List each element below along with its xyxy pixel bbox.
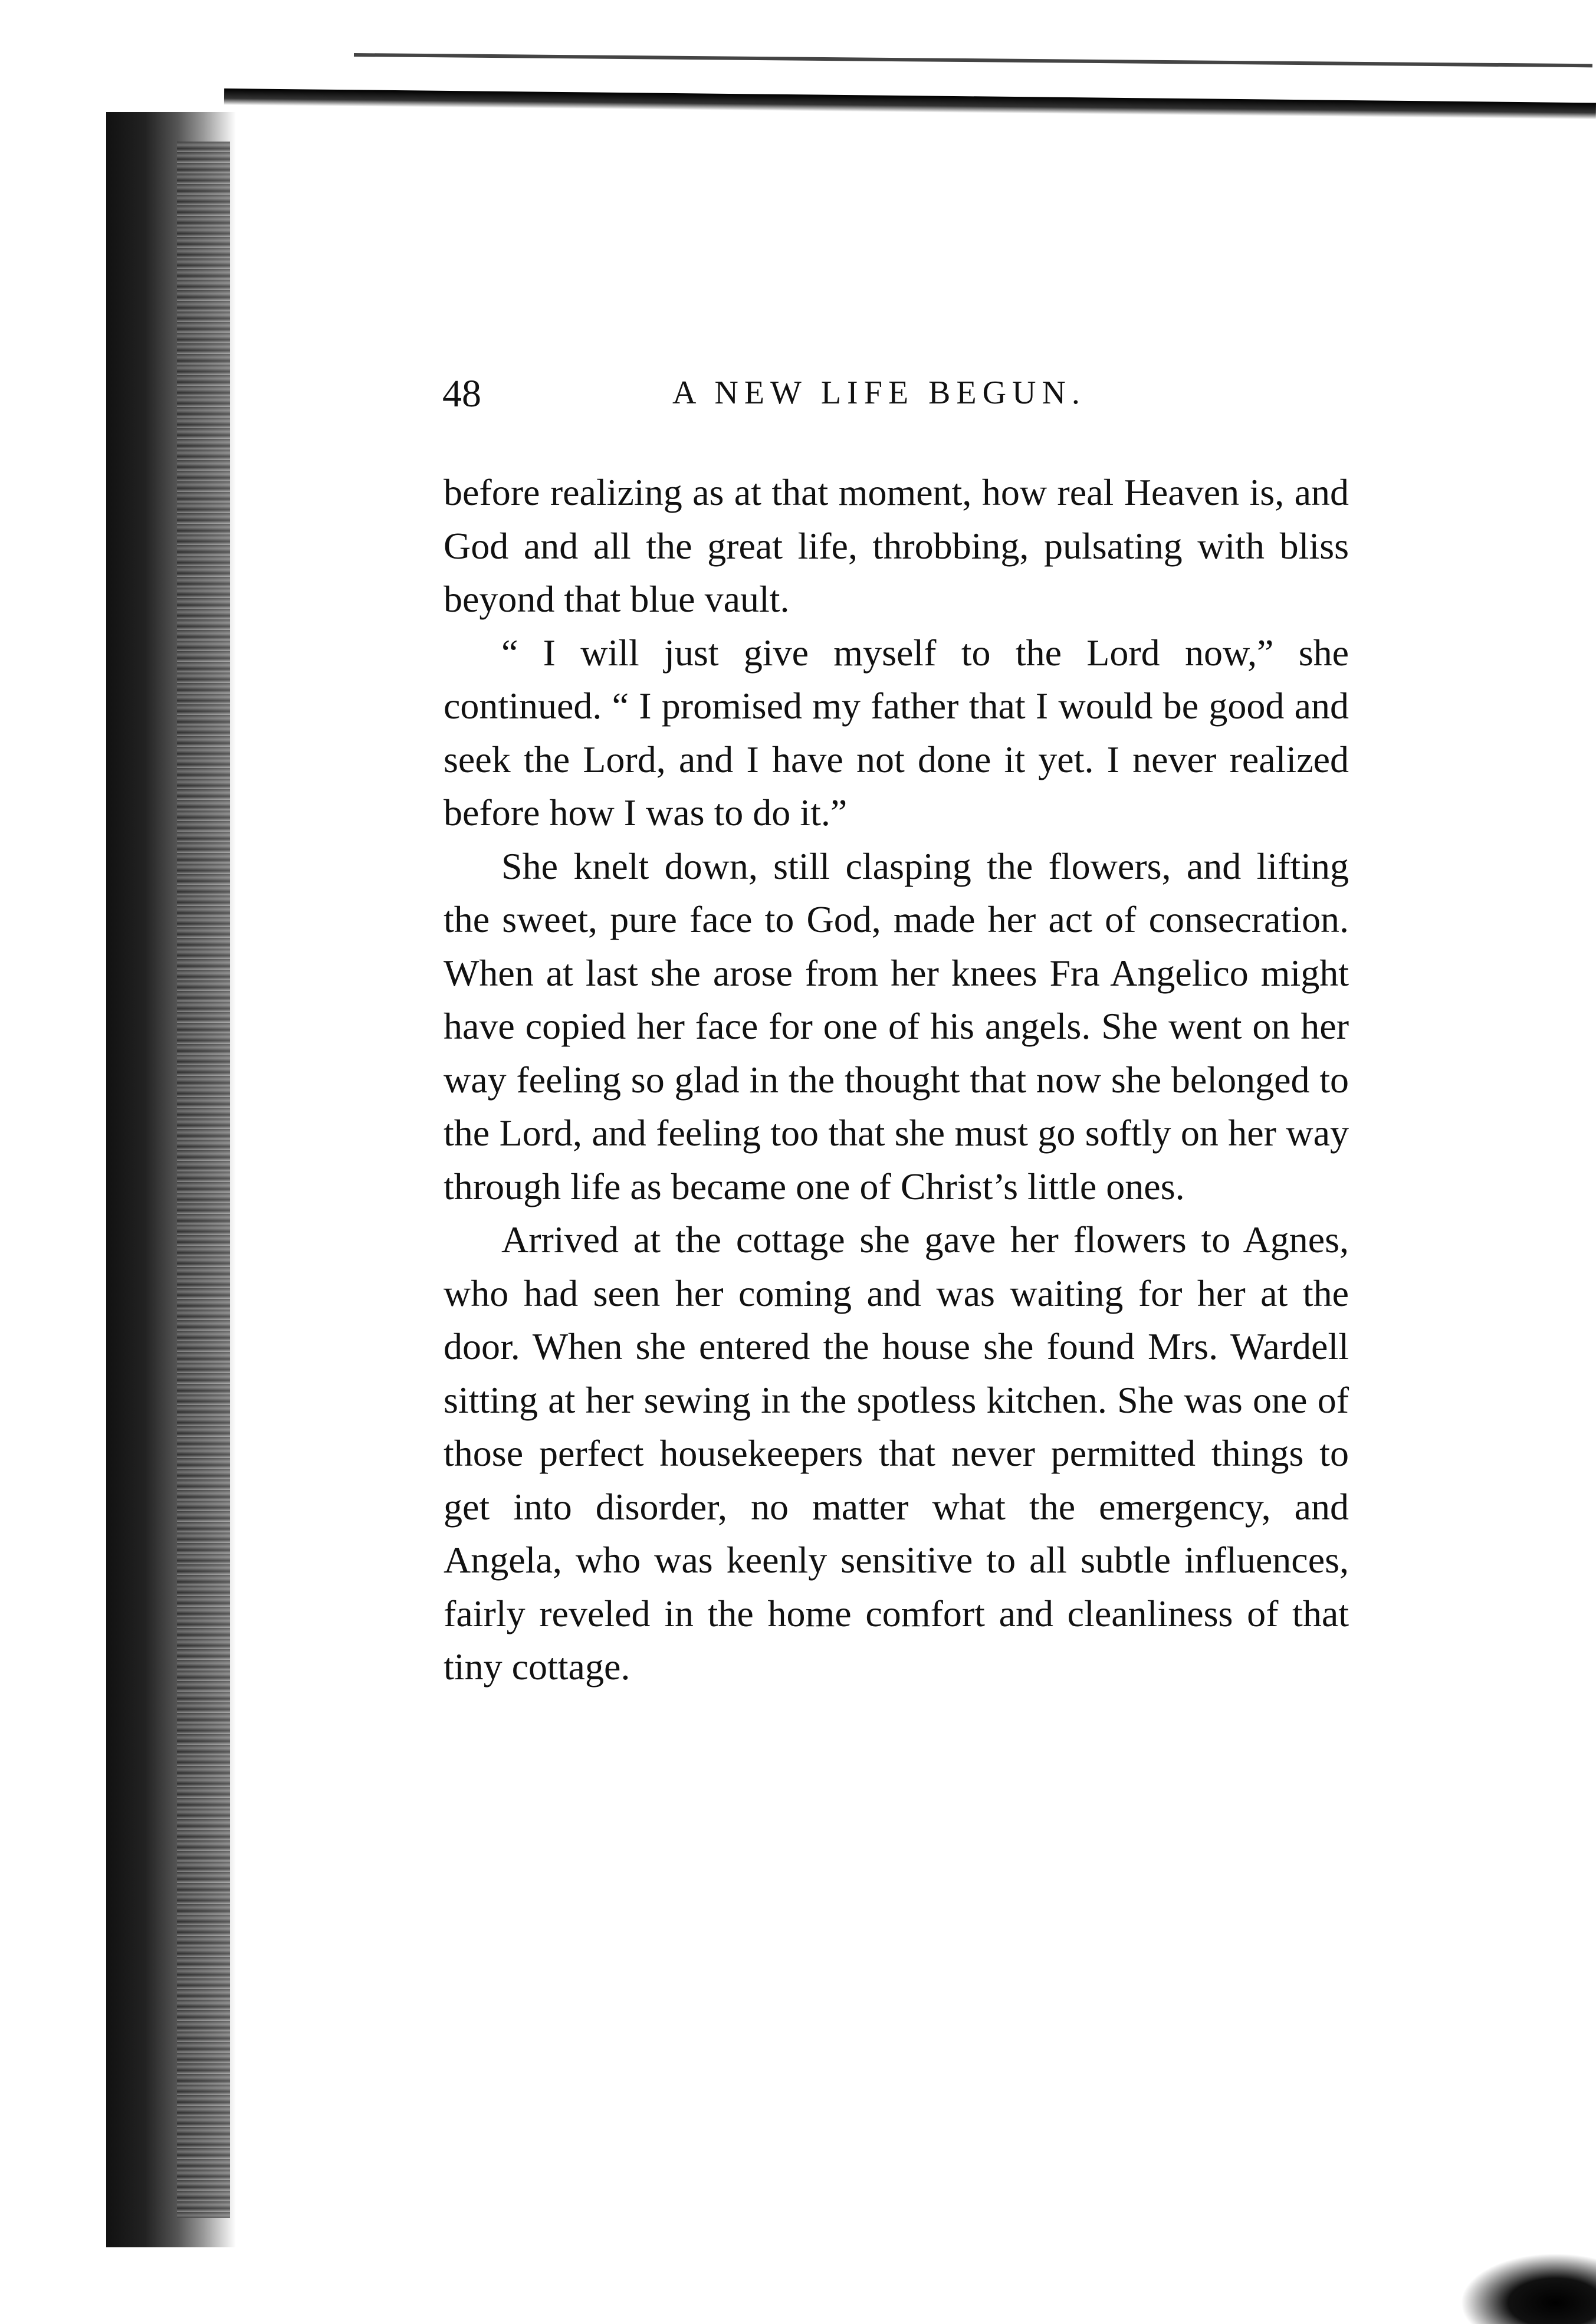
running-head: A NEW LIFE BEGUN.: [672, 375, 1086, 411]
scan-corner-smudge: [1460, 2253, 1596, 2324]
paragraph: Arrived at the cottage she gave her flowers to Agnes, who had seen her coming and was waiting for her at the door. When she entered the house she found Mrs. Wardell sitting at her sewing in the spotless kitchen. She was one of those perfect housekeepers that never permitted things to get into disorder, no matter what the emergency, and Angela, who was keenly sensitive to all subtle influences, fairly reveled in the home comfort and cleanliness of that tiny cottage.: [444, 1219, 1349, 1688]
scan-top-edge-thin: [354, 53, 1592, 67]
paragraph: “ I will just give myself to the Lord now,” she continued. “ I promised my father that I would be good and seek the Lord, and I have not done it yet. I never realized before how I was to do it.”: [444, 631, 1349, 833]
paragraph: She knelt down, still clasping the flowers, and lifting the sweet, pure face to God, made her act of consecration. When at last she arose from her knees Fra Angelico might have copied her face for one of his angels. She went on her way feeling so glad in the thought that now she belonged to the Lord, and feeling too that she must go softly on her way through life as became one of Christ’s little ones.: [444, 845, 1349, 1207]
scan-top-edge: [224, 88, 1596, 119]
scan-binding-texture: [177, 142, 230, 2218]
paragraph: before realizing as at that moment, how real Heaven is, and God and all the great life, throbbing, pulsating with bliss beyond that blue vault.: [444, 471, 1349, 620]
page-header: [442, 372, 1386, 419]
page-number: 48: [442, 372, 481, 415]
body-text: [444, 466, 1349, 1694]
